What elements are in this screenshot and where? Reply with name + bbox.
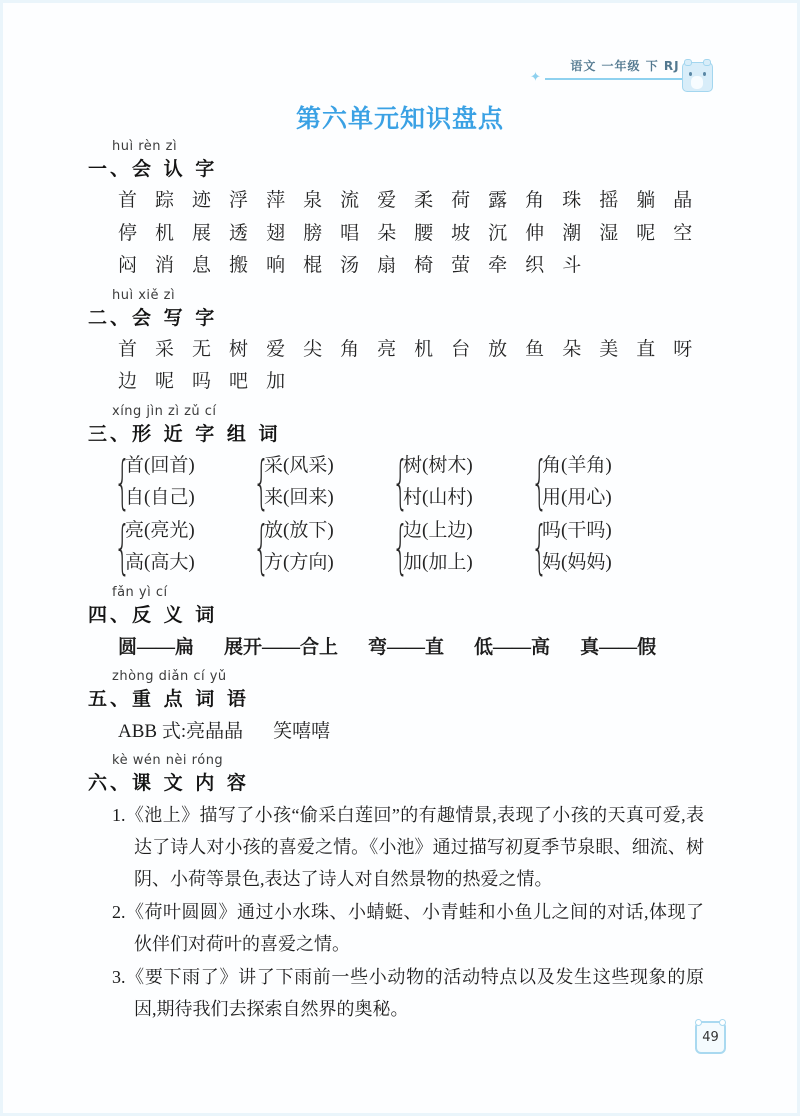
section-heading: 三、形 近 字 组 词 (88, 422, 281, 445)
word-pair: 妈(妈妈) (542, 552, 612, 573)
character: 空 (673, 222, 693, 244)
character: 响 (266, 255, 286, 276)
character: 柔 (414, 190, 434, 211)
character: 息 (192, 255, 212, 276)
word-pair: 村(山村) (403, 487, 473, 508)
sparkle-icon: ✦ (530, 70, 541, 85)
character: 汤 (340, 255, 360, 276)
character: 展 (192, 222, 212, 244)
character: 踪 (155, 190, 175, 211)
page-title: 第六单元知识盘点 (295, 104, 504, 133)
brace-icon: { (392, 513, 409, 581)
section-similar-characters (0, 404, 800, 580)
word-pair-group (527, 450, 666, 515)
word-pair: 边(上边) (403, 519, 473, 541)
section-heading: 一、会 认 字 (88, 158, 218, 180)
character: 斗 (562, 255, 582, 276)
character: 伸 (525, 222, 545, 244)
character: 放 (488, 338, 508, 360)
word-pair: 放(放下) (264, 519, 334, 541)
pinyin-label: zhòng diǎn cí yǔ (112, 668, 227, 684)
section-heading: 五、重 点 词 语 (88, 687, 249, 710)
character: 停 (118, 222, 138, 244)
word-pair: 高(高大) (125, 552, 195, 573)
character: 透 (229, 222, 249, 244)
character: 珠 (562, 190, 582, 211)
character: 萤 (451, 255, 471, 276)
character: 爱 (266, 338, 286, 360)
character: 坡 (451, 222, 471, 244)
word-pair: 自(自己) (125, 487, 195, 508)
word-pair: 来(回来) (264, 487, 334, 508)
character-row (118, 366, 800, 399)
word-pair-group (110, 450, 249, 515)
character: 台 (451, 338, 471, 360)
brace-icon: { (114, 513, 131, 581)
brace-icon: { (531, 448, 548, 516)
character: 摇 (599, 190, 619, 211)
content-item: 2.《荷叶圆圆》通过小水珠、小蜻蜓、小青蛙和小鱼儿之间的对话,体现了伙伴们对荷叶的喜爱之情。 (112, 901, 704, 955)
word-pair-group (388, 450, 527, 515)
section-heading: 二、会 写 字 (88, 306, 218, 329)
character: 牵 (488, 255, 508, 276)
pinyin-label: kè wén nèi róng (112, 752, 224, 768)
character: 潮 (562, 222, 582, 244)
section-heading: 四、反 义 词 (88, 603, 218, 626)
word-pair-group (110, 515, 249, 580)
character: 首 (118, 338, 138, 360)
word-pair-group (388, 515, 527, 580)
character: 棍 (303, 255, 323, 276)
character: 呀 (673, 338, 693, 360)
pinyin-label: xíng jìn zì zǔ cí (112, 403, 217, 419)
word-pair: 采(风采) (264, 454, 334, 476)
brace-icon: { (392, 448, 409, 516)
character: 朵 (377, 222, 397, 244)
character: 采 (155, 338, 175, 360)
text-item: 亮晶晶 (186, 720, 244, 742)
character: 椅 (414, 255, 434, 276)
text-item: 弯——直 (368, 636, 445, 658)
character: 爱 (377, 190, 397, 211)
section-heading: 六、课 文 内 容 (88, 771, 249, 794)
character: 首 (118, 190, 138, 211)
word-pair: 用(用心) (542, 487, 612, 508)
section-key-words (0, 669, 800, 748)
character: 亮 (377, 338, 397, 360)
character: 沉 (488, 222, 508, 244)
antonym-row (118, 631, 800, 664)
character: 角 (340, 338, 360, 360)
character: 扇 (377, 255, 397, 276)
text-item: 真——假 (580, 636, 657, 658)
content-item: 1.《池上》描写了小孩“偷采白莲回”的有趣情景,表现了小孩的天真可爱,表达了诗人对小孩的喜爱之情。《小池》通过描写初夏季节泉眼、细流、树阴、小荷等景色,表达了诗人对自然景物的热爱之情。 (112, 804, 704, 890)
character: 吗 (192, 371, 212, 392)
word-pair-column (542, 515, 612, 580)
word-pair: 加(加上) (403, 552, 473, 573)
section-write-characters (0, 288, 800, 399)
word-pair: 方(方向) (264, 552, 334, 573)
abb-label: ABB 式: (118, 720, 187, 742)
word-pair-row (110, 450, 800, 515)
character: 泉 (303, 190, 323, 211)
character: 晶 (673, 190, 693, 211)
character: 树 (229, 338, 249, 360)
word-pair-group (527, 515, 666, 580)
character: 萍 (266, 190, 286, 211)
character: 边 (118, 371, 138, 392)
character: 美 (599, 338, 619, 360)
character: 机 (414, 338, 434, 360)
word-pair: 吗(干吗) (542, 519, 612, 541)
word-pair: 角(羊角) (542, 454, 612, 476)
character: 荷 (451, 190, 471, 211)
character: 露 (488, 190, 508, 211)
word-pair-group (249, 515, 388, 580)
character: 直 (636, 338, 656, 360)
brace-icon: { (253, 513, 270, 581)
pinyin-label: huì rèn zì (112, 139, 178, 154)
word-pair-column (125, 515, 195, 580)
abb-words-row (118, 715, 800, 748)
character-row (118, 218, 800, 251)
character: 腰 (414, 222, 434, 244)
section-recognize-characters (0, 139, 800, 283)
character: 角 (525, 190, 545, 211)
character: 膀 (303, 222, 323, 244)
word-pair: 首(回首) (125, 454, 195, 476)
text-item: 展开——合上 (224, 636, 339, 658)
character-row (118, 334, 800, 367)
text-item: 低——高 (474, 636, 551, 658)
brace-icon: { (253, 448, 270, 516)
brace-icon: { (531, 513, 548, 581)
pinyin-label: huì xiě zì (112, 287, 176, 303)
character: 加 (266, 371, 286, 392)
page-number-badge (695, 1021, 726, 1054)
content-item: 3.《要下雨了》讲了下雨前一些小动物的活动特点以及发生这些现象的原因,期待我们去探索自然界的奥秘。 (112, 966, 704, 1019)
section-text-content (0, 753, 800, 1026)
word-pair-column (542, 450, 612, 515)
character: 湿 (599, 222, 619, 244)
character: 吧 (229, 371, 249, 392)
character: 呢 (636, 222, 656, 244)
section-antonyms (0, 585, 800, 664)
character: 流 (340, 190, 360, 211)
character: 躺 (636, 190, 656, 211)
word-pair-column (403, 450, 473, 515)
word-pair: 亮(亮光) (125, 519, 195, 541)
character: 机 (155, 222, 175, 244)
character-row (118, 185, 800, 218)
page-number: 49 (702, 1030, 719, 1045)
abb-words (186, 715, 330, 748)
word-pair-group (249, 450, 388, 515)
word-pair-row (110, 515, 800, 580)
character: 翅 (266, 222, 286, 244)
character: 呢 (155, 371, 175, 392)
character: 鱼 (525, 338, 545, 360)
text-item: 圆——扁 (118, 636, 195, 658)
character: 尖 (303, 338, 323, 360)
word-pair: 树(树木) (403, 454, 473, 476)
word-pair-column (125, 450, 195, 515)
book-edition-label: 语文 一年级 下 RJ (570, 59, 680, 73)
character: 无 (192, 338, 212, 360)
character: 迹 (192, 190, 212, 211)
content-paragraphs (112, 799, 704, 1026)
character: 唱 (340, 222, 360, 244)
character: 织 (525, 255, 545, 276)
pinyin-label: fǎn yì cí (112, 584, 168, 600)
character-row (118, 250, 800, 283)
word-pair-column (403, 515, 473, 580)
word-pair-column (264, 515, 334, 580)
word-pair-column (264, 450, 334, 515)
text-item: 笑嘻嘻 (273, 720, 331, 742)
character: 浮 (229, 190, 249, 211)
character: 搬 (229, 255, 249, 276)
character: 闷 (118, 255, 138, 276)
character: 朵 (562, 338, 582, 360)
character: 消 (155, 255, 175, 276)
brace-icon: { (114, 448, 131, 516)
